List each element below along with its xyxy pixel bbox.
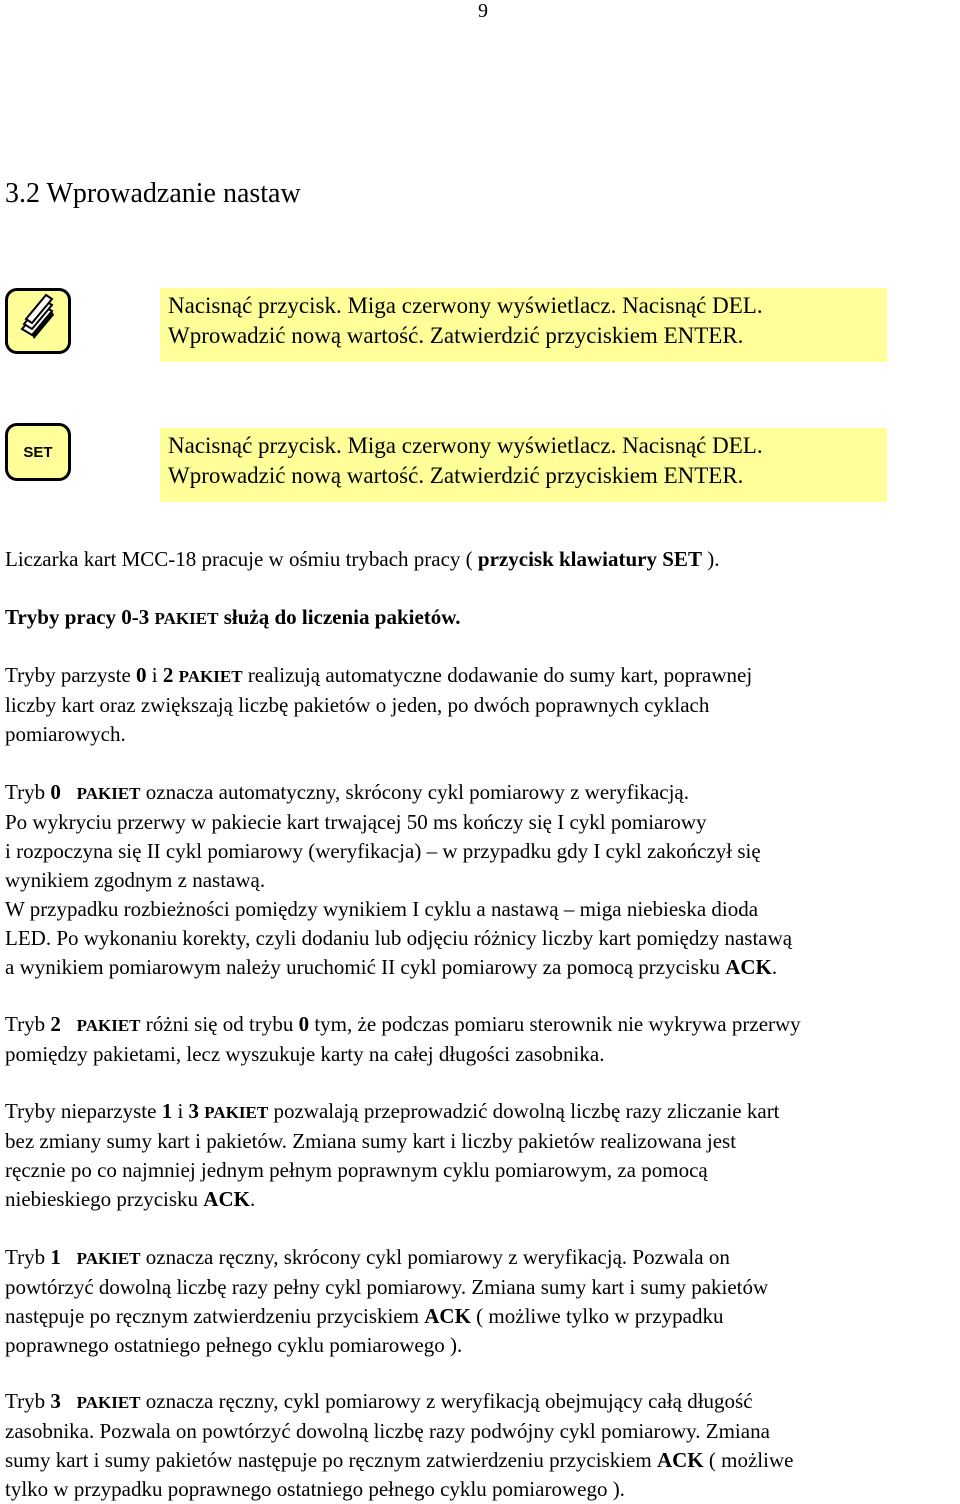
section-heading: 3.2 Wprowadzanie nastaw <box>5 178 301 209</box>
paragraph-mode-3: Tryb 3 PAKIET oznacza ręczny, cykl pomiarowy z weryfikacją obejmujący całą długość zasobnika. Pozwala on powtórzyć dowolną liczbę razy podwójny cykl pomiarowy. Zmiana sumy kart i sumy pakietów następuje po ręcznym zatwierdzeniu przyciskiem ACK ( możliwe tylko w przypadku poprawnego ostatniego pełnego cyklu pomiarowego ). <box>5 1389 794 1501</box>
keypad-icon-graphic <box>8 291 68 351</box>
set-key-icon <box>5 423 71 481</box>
paragraph-mode-0: Tryb 0 PAKIET oznacza automatyczny, skrócony cykl pomiarowy z weryfikacją. Po wykryciu przerwy w pakiecie kart trwającej 50 ms kończy się I cykl pomiarowy i rozpoczyna się II cykl pomiarowy (weryfikacja) – w przypadku gdy I cykl zakończył się wynikiem zgodnym z nastawą. W przypadku rozbieżności pomiędzy wynikiem I cyklu a nastawą – miga niebieska dioda LED. Po wykonaniu korekty, czyli dodaniu lub odjęciu różnicy liczby kart pomiędzy nastawą a wynikiem pomiarowym należy uruchomić II cykl pomiarowy za pomocą przycisku ACK. <box>5 780 793 979</box>
instruction-line: Nacisnąć przycisk. Miga czerwony wyświetlacz. Nacisnąć DEL. <box>168 293 763 318</box>
keypad-icon <box>5 288 71 354</box>
paragraph-even-modes: Tryby parzyste 0 i 2 PAKIET realizują automatyczne dodawanie do sumy kart, poprawnej liczby kart oraz zwiększają liczbę pakietów o jeden, po dwóch poprawnych cyklach pomiarowych. <box>5 663 753 746</box>
page-number: 9 <box>478 0 488 22</box>
set-key-label: SET <box>23 443 53 461</box>
instruction-line: Wprowadzić nową wartość. Zatwierdzić przyciskiem ENTER. <box>168 463 744 488</box>
instruction-box-set <box>160 428 887 502</box>
paragraph-modes-intro: Liczarka kart MCC-18 pracuje w ośmiu trybach pracy ( przycisk klawiatury SET ). <box>5 547 720 571</box>
instruction-line: Wprowadzić nową wartość. Zatwierdzić przyciskiem ENTER. <box>168 323 744 348</box>
paragraph-mode-1: Tryb 1 PAKIET oznacza ręczny, skrócony cykl pomiarowy z weryfikacją. Pozwala on powtórzyć dowolną liczbę razy pełny cykl pomiarowy. Zmiana sumy kart i sumy pakietów następuje po ręcznym zatwierdzeniu przyciskiem ACK ( możliwe tylko w przypadku poprawnego ostatniego pełnego cyklu pomiarowego ). <box>5 1245 769 1357</box>
paragraph-odd-modes: Tryby nieparzyste 1 i 3 PAKIET pozwalają przeprowadzić dowolną liczbę razy zliczanie kart bez zmiany sumy kart i pakietów. Zmiana sumy kart i liczby pakietów realizowana jest ręcznie po co najmniej jednym pełnym poprawnym cyklu pomiarowym, za pomocą niebieskiego przycisku ACK. <box>5 1099 780 1211</box>
instruction-line: Nacisnąć przycisk. Miga czerwony wyświetlacz. Nacisnąć DEL. <box>168 433 763 458</box>
instruction-box-keypad <box>160 288 887 362</box>
paragraph-packet-modes: Tryby pracy 0-3 PAKIET służą do liczenia pakietów. <box>5 605 461 629</box>
paragraph-mode-2: Tryb 2 PAKIET różni się od trybu 0 tym, że podczas pomiaru sterownik nie wykrywa przerwy pomiędzy pakietami, lecz wyszukuje karty na całej długości zasobnika. <box>5 1012 801 1066</box>
